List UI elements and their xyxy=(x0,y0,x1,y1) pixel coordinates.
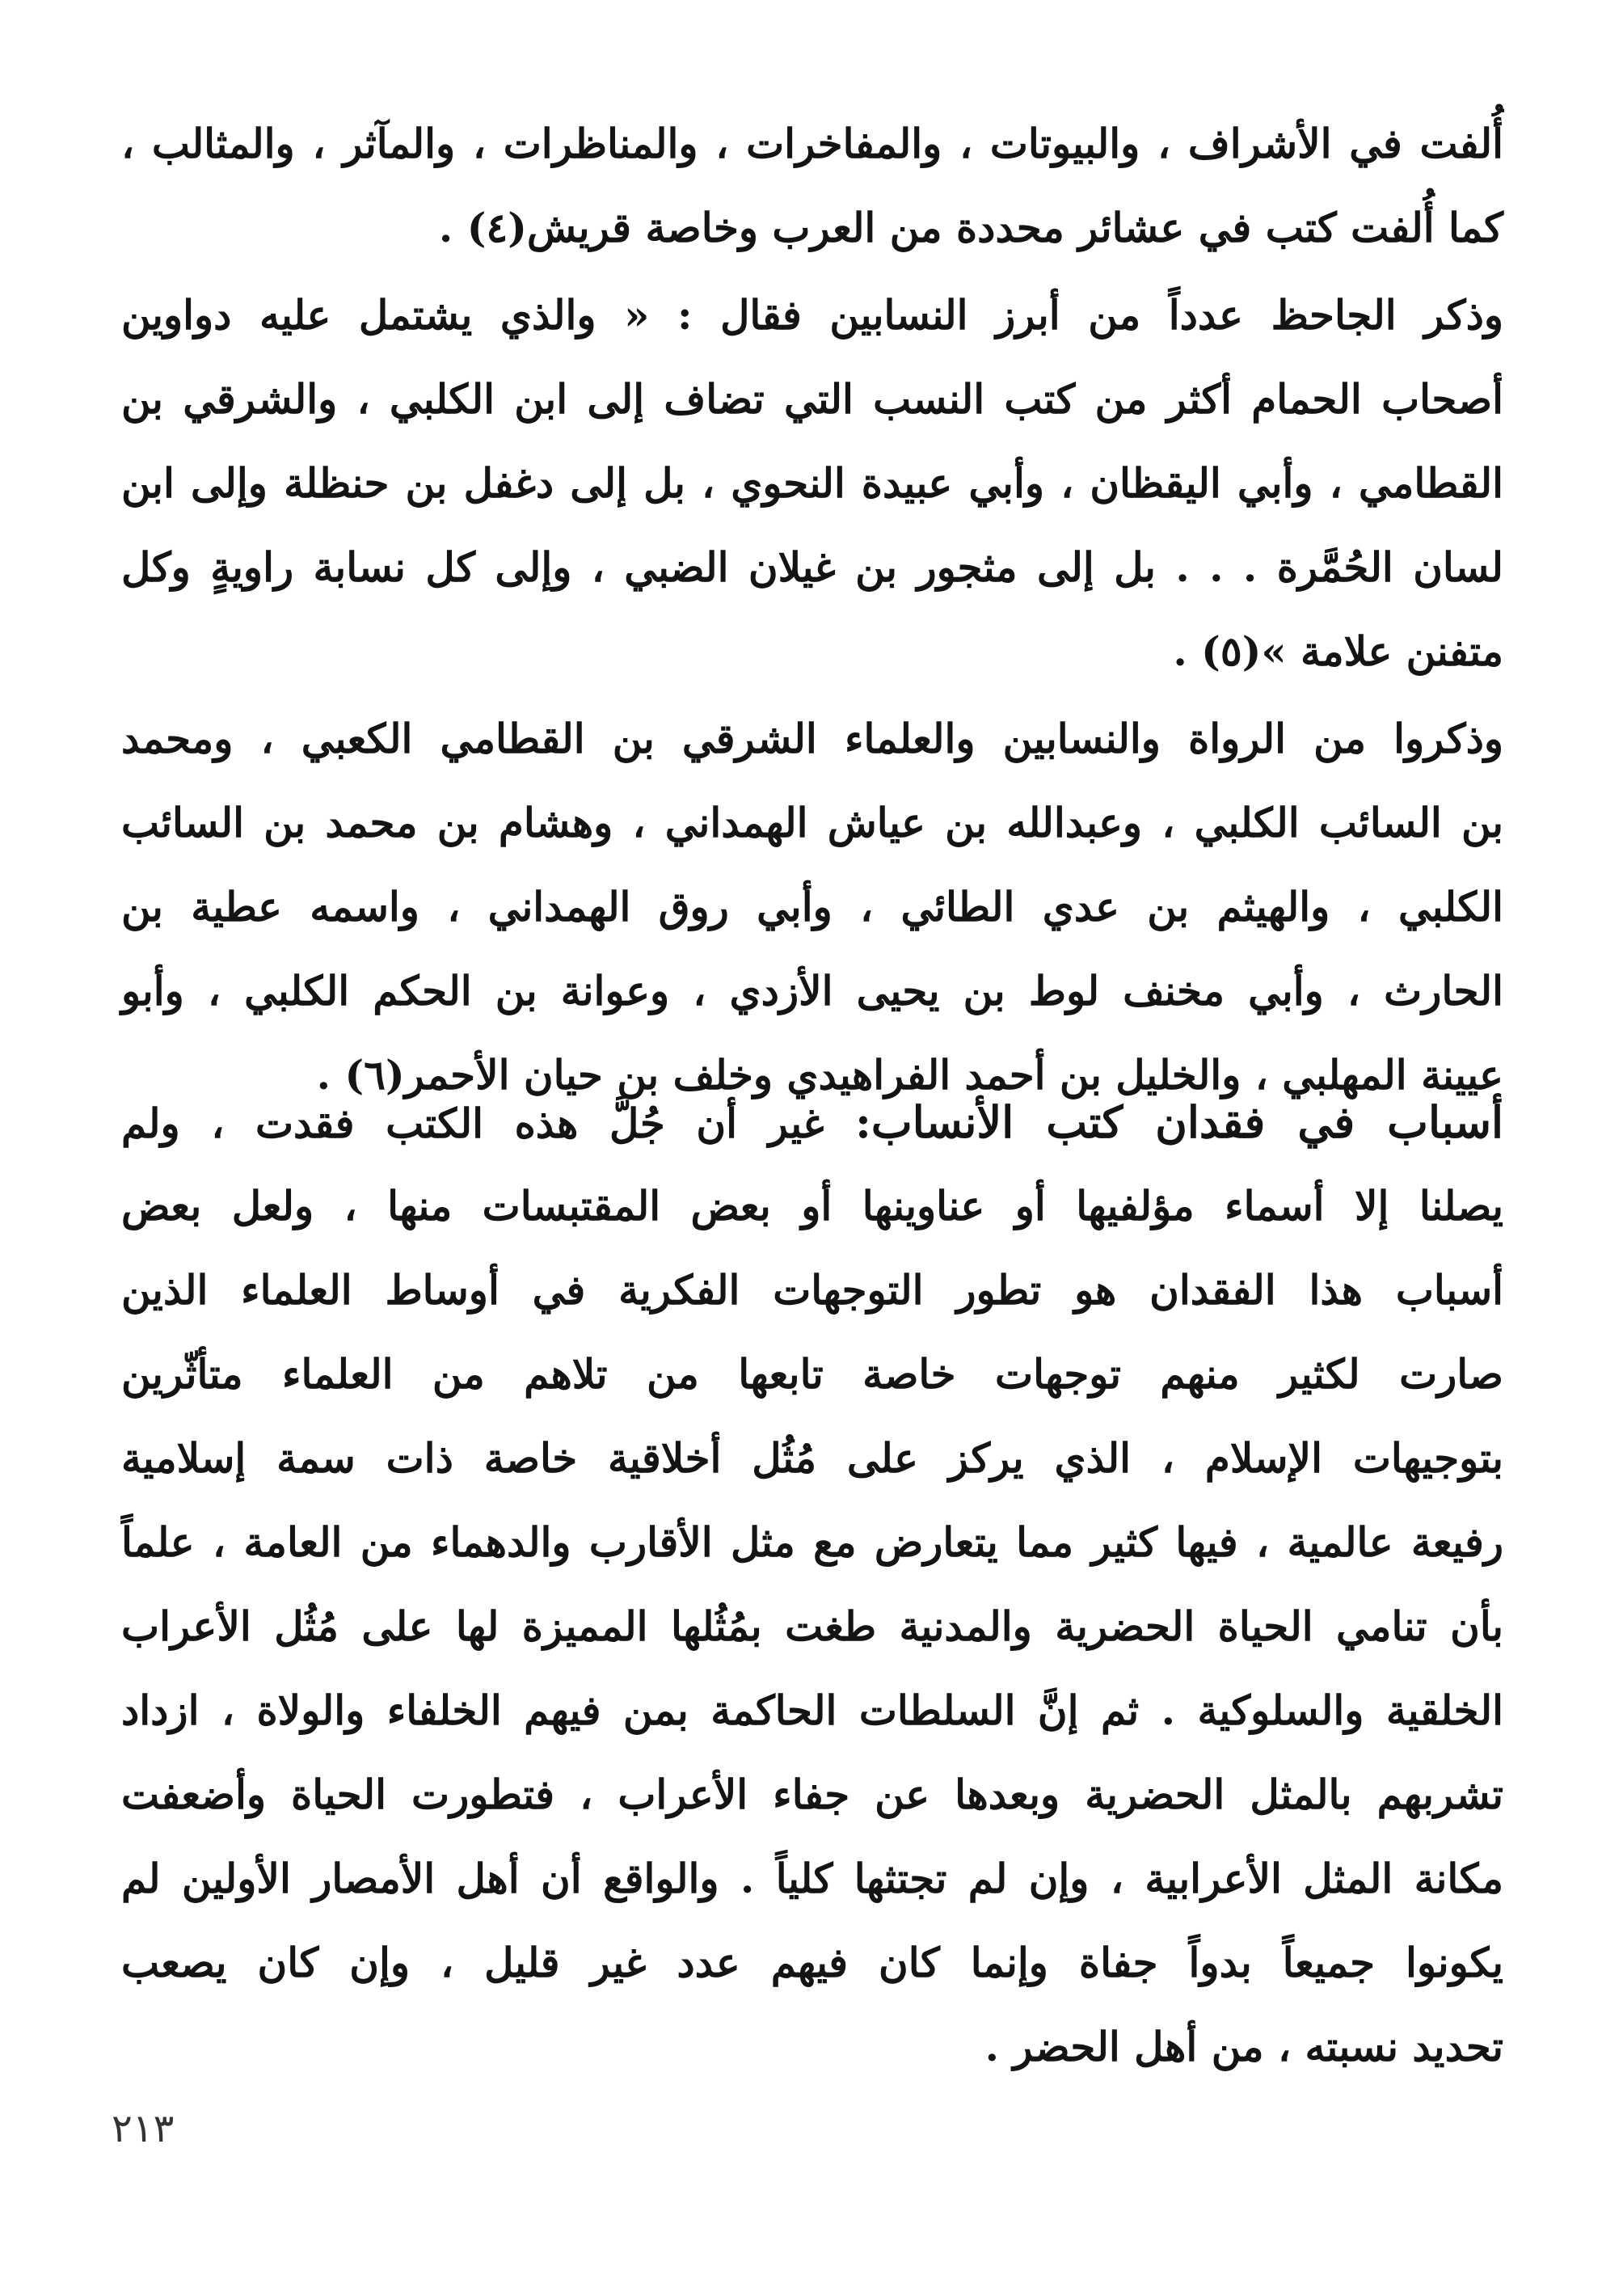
text-line: تشربهم بالمثل الحضرية وبعدها عن جفاء الأعراب ، فتطورت الحياة وأضعفت xyxy=(121,1771,1503,1818)
text-run: غير أن جُلَّ هذه الكتب فقدت ، ولم xyxy=(121,1099,824,1147)
text-line: صارت لكثير منهم توجهات خاصة تابعها من تلاهم من العلماء متأثّرين xyxy=(121,1350,1503,1398)
paragraph-3 xyxy=(121,697,1503,1117)
text-line: الحارث ، وأبي مخنف لوط بن يحيى الأزدي ، وعوانة بن الحكم الكلبي ، وأبو xyxy=(121,967,1503,1015)
text-line: يصلنا إلا أسماء مؤلفيها أو عناوينها أو بعض المقتبسات منها ، ولعل بعض xyxy=(121,1182,1503,1230)
text-line: الكلبي ، والهيثم بن عدي الطائي ، وأبي روق الهمداني ، واسمه عطية بن xyxy=(121,883,1503,931)
text-line: عيينة المهلبي ، والخليل بن أحمد الفراهيدي وخلف بن حيان الأحمر(٦) . xyxy=(316,1051,1503,1099)
text-line: أصحاب الحمام أكثر من كتب النسب التي تضاف إلى ابن الكلبي ، والشرقي بن xyxy=(121,375,1503,423)
paragraph-4 xyxy=(121,1080,1503,2089)
text-line: القطامي ، وأبي اليقظان ، وأبي عبيدة النحوي ، بل إلى دغفل بن حنظلة وإلى ابن xyxy=(121,459,1503,507)
text-line: يكونوا جميعاً بدواً جفاة وإنما كان فيهم عدد غير قليل ، وإن كان يصعب xyxy=(121,1939,1503,1986)
section-heading: أسباب في فقدان كتب الأنساب: xyxy=(855,1096,1503,1148)
text-line: الخلقية والسلوكية . ثم إنَّ السلطات الحاكمة بمن فيهم الخلفاء والولاة ، ازداد xyxy=(121,1686,1503,1734)
text-line: بن السائب الكلبي ، وعبدالله بن عياش الهمداني ، وهشام بن محمد بن السائب xyxy=(121,799,1503,846)
text-line: تحديد نسبته ، من أهل الحضر . xyxy=(984,2023,1503,2070)
page-number: ٢١٣ xyxy=(112,2106,175,2151)
text-line: وذكروا من الرواة والنسابين والعلماء الشرقي بن القطامي الكعبي ، ومحمد xyxy=(121,715,1503,762)
text-line: رفيعة عالمية ، فيها كثير مما يتعارض مع مثل الأقارب والدهماء من العامة ، علماً xyxy=(121,1518,1503,1566)
text-line: وذكر الجاحظ عدداً من أبرز النسابين فقال : « والذي يشتمل عليه دواوين xyxy=(121,291,1503,339)
text-line: لسان الحُمَّرة . . . بل إلى مثجور بن غيلان الضبي ، وإلى كل نسابة راويةٍ وكل xyxy=(121,543,1503,591)
paragraph-2 xyxy=(121,273,1503,694)
paragraph-1 xyxy=(121,102,1503,270)
text-line: كما أُلفت كتب في عشائر محددة من العرب وخاصة قريش(٤) . xyxy=(438,204,1503,251)
text-line: مكانة المثل الأعرابية ، وإن لم تجتثها كلياً . والواقع أن أهل الأمصار الأولين لم xyxy=(121,1855,1503,1902)
text-line: متفنن علامة »(٥) . xyxy=(1173,627,1503,675)
text-line: أسباب هذا الفقدان هو تطور التوجهات الفكرية في أوساط العلماء الذين xyxy=(121,1266,1503,1314)
text-line-with-heading xyxy=(121,1080,1503,1164)
text-line: بتوجيهات الإسلام ، الذي يركز على مُثُل أخلاقية خاصة ذات سمة إسلامية xyxy=(121,1434,1503,1482)
text-line: أُلفت في الأشراف ، والبيوتات ، والمفاخرات ، والمناظرات ، والمآثر ، والمثالب ، xyxy=(121,120,1503,167)
text-line: بأن تنامي الحياة الحضرية والمدنية طغت بمُثُلها المميزة لها على مُثُل الأعراب xyxy=(121,1602,1503,1650)
